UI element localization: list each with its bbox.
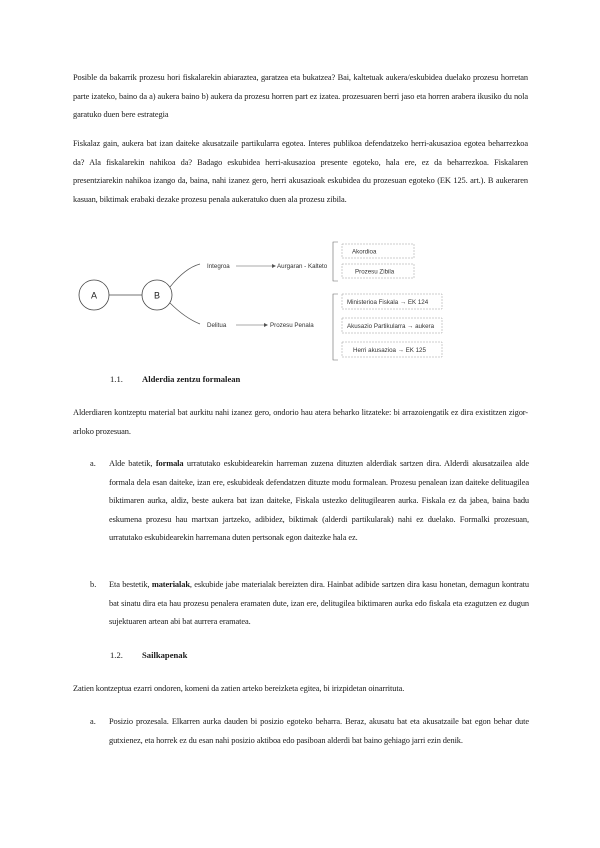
item-b-lead: Eta bestetik,: [109, 580, 152, 589]
intro-paragraph-1: Posible da bakarrik prozesu hori fiskalarekin abiaraztea, garatzea eta bukatzea? Bai, kaltetuak aukera/eskubidea duelako prozesu horretan parte izateko, baino da a) aukera baino b) aukera da prozesu horren part ez izatea. prozesuaren berri jaso eta horren arabera ikusiko du nola garatuko duen bere estrategia: [73, 73, 528, 119]
upper-bracket: [333, 242, 338, 281]
section-1-2-item-a: Posizio prozesala. Elkarren aurka dauden bi posizio egoteko beharra. Beraz, akusatu bat eta akusatzaile bat egon behar dute gutxienez, eta horrek ez du esan nahi posizio aktiboa edo pasiboan alderdi bat baino gehiago jarri ezin denik.: [109, 717, 529, 745]
intro-paragraph-2: Fiskalaz gain, aukera bat izan daiteke akusatzaile partikularra egotea. Interes publikoa defendatzeko herri-akusazioa egotea beharrezkoa da? Ala fiskalarekin nahikoa da? Badago eskubidea herri-akusazioa presente egoteko, hala ere, ez da beharrezkoa. Fiskalaren presentziarekin nahikoa izango da, baina, nahi izanez gero, herri akusazioak eskubidea du prozesuan egoteko (EK 125. art.). B aukeraren kasuan, biktimak erabaki dezake prozesu penala aukeratuko duen ala prozesu zibila.: [73, 139, 528, 204]
lower-bracket: [333, 294, 338, 360]
item-b-rest: , eskubide jabe materialak bereizten dira. Hainbat adibide sartzen dira kasu honetan, demagun kontratu bat sinatu dira eta hau prozesu penalera eramaten dute, izan ere, delitugilea biktimaren aurka edo fiskala eta ezagutzen ez dugun sujektuaren artean abi bat aurrera eramatea.: [109, 580, 529, 626]
process-diagram: [0, 238, 600, 366]
arrow-upper-head: [272, 264, 276, 268]
upper-option-1: Akordioa: [352, 248, 377, 256]
lower-branch-label: Delitua: [207, 322, 227, 329]
lower-option-3: Herri akusazioa → EK 125: [353, 347, 426, 354]
section-1-2-title: Sailkapenak: [142, 650, 188, 660]
section-1-1-item-b: [109, 576, 529, 632]
item-a-lead: Alde batetik,: [109, 459, 156, 468]
section-1-1-number: 1.1.: [110, 374, 123, 384]
section-1-1-intro: Alderdiaren kontzeptu material bat aurkitu nahi izanez gero, ondorio hau atera beharko litzateke: bi arrazoiengatik ez dira existitzen zigor-arloko prozesuan.: [73, 408, 528, 436]
item-b-bold-term: materialak: [151, 580, 190, 589]
item-a-rest: urratutako eskubidearekin harreman zuzena dituzten alderdiak sartzen dira. Alderdi akusatzailea alde formala dela esan daiteke, izan ere, eskubideak defendatzen dituzte modu formalean. Prozesu penalean izan daiteke delituagilea biktimaren aurka, aldiz, beste aukera bat izan daiteke, Fiskala ustezko delitugilearen aurka. Fiskala ez da jabea, baina badu eskumena prozesu hau martxan jartzeko, adibidez, biktimak (alderdi partikularak) nahi ez duelako. Formalki prozesuan, urratutako eskubidearekin harremana duten pertsonak egon daitezke hala ez.: [109, 459, 530, 542]
node-a-label: A: [90, 290, 98, 301]
lower-option-2: Akusazio Partikularra → aukera: [347, 323, 435, 330]
node-b-label: B: [153, 290, 161, 301]
section-1-2-heading: [110, 648, 187, 662]
section-1-1-title: Alderdia zentzu formalean: [142, 374, 241, 384]
section-1-2-item-a-letter: a.: [90, 717, 96, 726]
upper-option-2: Prozesu Zibila: [355, 268, 395, 276]
item-a-bold-term: formala: [155, 459, 184, 468]
lower-target-label: Prozesu Penala: [270, 322, 314, 329]
upper-target-label: Aurgaran - Kalteto: [277, 263, 328, 270]
section-1-1-item-b-letter: b.: [90, 580, 97, 589]
section-1-1-item-a: [109, 455, 529, 548]
branch-upper-curve: [170, 264, 200, 287]
upper-branch-label: Integroa: [207, 263, 230, 270]
section-1-1-heading: [110, 372, 240, 386]
section-1-1-item-a-letter: a.: [90, 459, 96, 468]
section-1-2-number: 1.2.: [110, 650, 123, 660]
arrow-lower-head: [264, 323, 268, 327]
branch-lower-curve: [170, 303, 200, 324]
section-1-2-intro: Zatien kontzeptua ezarri ondoren, komeni da zatien arteko bereizketa egitea, bi irizpidetan oinarrituta.: [73, 684, 405, 693]
lower-option-1: Ministerioa Fiskala → EK 124: [347, 299, 429, 306]
